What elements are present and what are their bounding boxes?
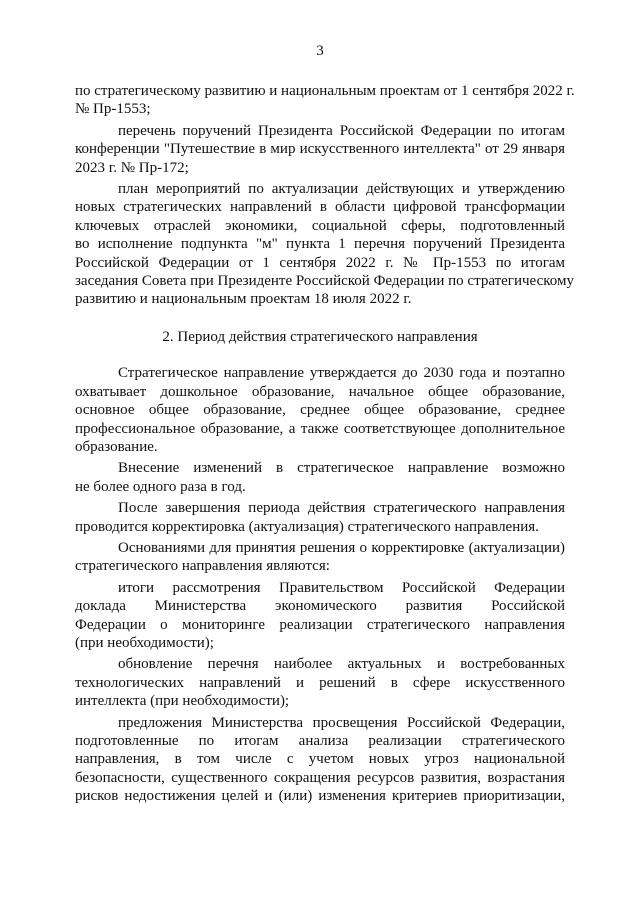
text-line: проводится корректировка (актуализация) стратегического направления. <box>75 518 539 535</box>
text-line: Федерации о мониторинге реализации стратегического направления <box>75 616 565 633</box>
paragraph <box>75 364 565 456</box>
text-line: конференции "Путешествие в мир искусственного интеллекта" от 29 января <box>75 141 565 158</box>
text-line: ключевых отраслей экономики, социальной сферы, подготовленный <box>75 217 565 234</box>
text-line: план мероприятий по актуализации действующих и утверждению <box>118 181 565 198</box>
text-line: заседания Совета при Президенте Российской Федерации по стратегическому <box>75 273 574 290</box>
text-line: стратегического направления являются: <box>75 558 330 575</box>
section-heading: 2. Период действия стратегического направления <box>162 328 478 345</box>
paragraph <box>75 499 565 536</box>
text-line: обновление перечня наиболее актуальных и востребованных <box>118 656 565 673</box>
paragraph <box>75 122 565 177</box>
text-line: Российской Федерации от 1 сентября 2022 г. № Пр-1553 по итогам <box>75 254 565 271</box>
text-line: Стратегическое направление утверждается до 2030 года и поэтапно <box>118 365 565 382</box>
text-line: предложения Министерства просвещения Российской Федерации, <box>118 714 565 731</box>
text-line: основное общее образование, среднее общее образование, среднее <box>75 402 565 419</box>
text-line: перечень поручений Президента Российской Федерации по итогам <box>118 122 565 139</box>
text-line: итоги рассмотрения Правительством Российской Федерации <box>118 579 565 596</box>
text-line: доклада Министерства экономического развития Российской <box>75 598 565 615</box>
text-line: интеллекта (при необходимости); <box>75 693 290 710</box>
text-line: образование. <box>75 438 158 455</box>
text-line: охватывает дошкольное образование, начальное общее образование, <box>75 383 565 400</box>
document-body <box>75 82 575 809</box>
text-line: по стратегическому развитию и национальным проектам от 1 сентября 2022 г. <box>75 83 575 99</box>
text-line: технологических направлений и решений в сфере искусственного <box>75 674 565 691</box>
text-line: новых стратегических направлений в области цифровой трансформации <box>75 199 565 216</box>
page-number: 3 <box>316 43 324 59</box>
text-line: Внесение изменений в стратегическое направление возможно <box>118 460 565 477</box>
paragraph <box>75 82 575 119</box>
text-line: подготовленные по итогам анализа реализации стратегического <box>75 733 565 749</box>
text-line: направления, в том числе с учетом новых угроз национальной <box>75 751 565 768</box>
text-line: профессиональное образование, а также соответствующее дополнительное <box>75 420 565 437</box>
text-line: не более одного раза в год. <box>75 478 246 495</box>
paragraph <box>75 180 574 309</box>
paragraph <box>75 459 565 496</box>
text-line: (при необходимости); <box>75 634 214 651</box>
paragraph <box>75 714 565 806</box>
text-line: № Пр-1553; <box>75 101 151 118</box>
paragraph <box>75 579 565 653</box>
paragraph <box>75 655 565 710</box>
text-line: во исполнение подпункта "м" пункта 1 перечня поручений Президента <box>75 236 565 253</box>
text-line: Основаниями для принятия решения о корректировке (актуализации) <box>118 539 565 556</box>
paragraph <box>75 539 565 576</box>
text-line: После завершения периода действия стратегического направления <box>118 500 565 517</box>
text-line: развитию и национальным проектам 18 июля 2022 г. <box>75 291 412 308</box>
text-line: 2023 г. № Пр-172; <box>75 159 189 176</box>
text-line: рисков недостижения целей и (или) изменения критериев приоритизации, <box>75 788 565 805</box>
text-line: безопасности, существенного сокращения ресурсов развития, возрастания <box>75 769 565 786</box>
